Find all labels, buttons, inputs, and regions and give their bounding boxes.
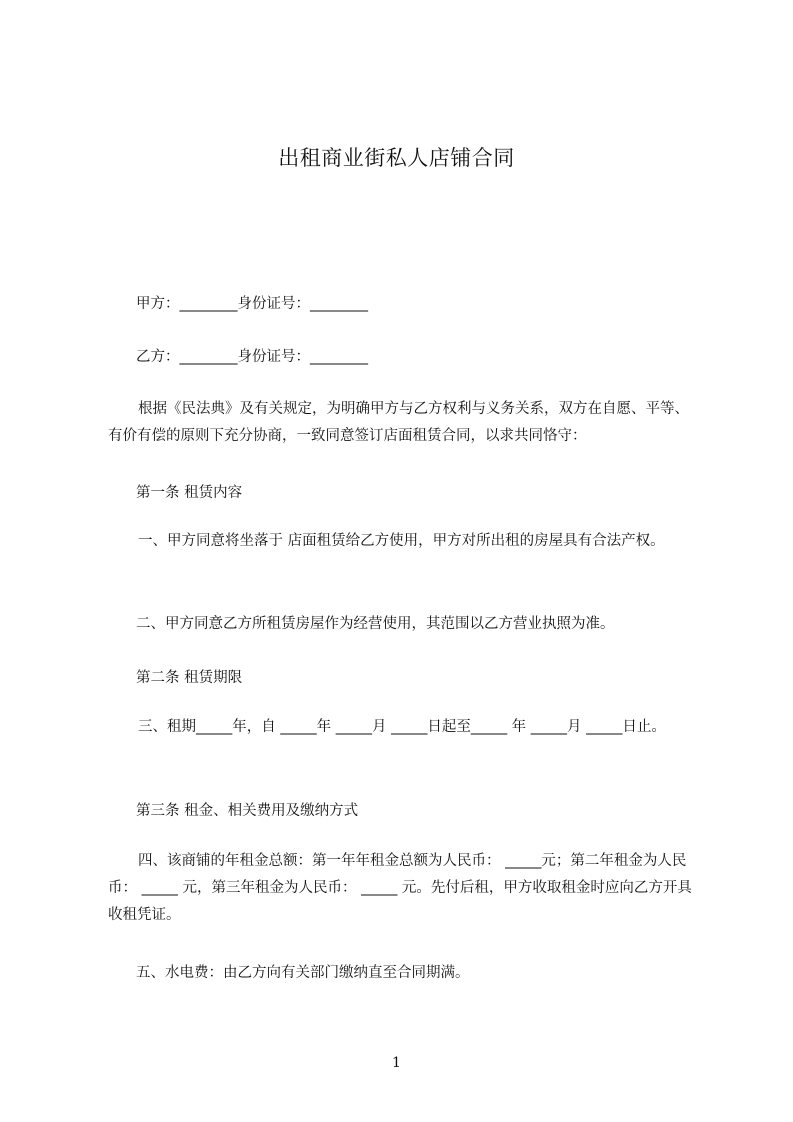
document-title: 出租商业街私人店铺合同 <box>278 146 515 170</box>
clause-2-paragraph: 二、甲方同意乙方所租赁房屋作为经营使用，其范围以乙方营业执照为准。 <box>136 616 615 632</box>
article-1-heading: 第一条 租赁内容 <box>136 485 243 501</box>
party-b-line: 乙方：________身份证号：________ <box>136 349 368 365</box>
article-3-heading: 第三条 租金、相关费用及缴纳方式 <box>136 803 359 819</box>
clause-1-paragraph: 一、甲方同意将坐落于 店面租赁给乙方使用，甲方对所出租的房屋具有合法产权。 <box>138 533 665 549</box>
page-number: 1 <box>392 1055 401 1071</box>
preamble-paragraph: 根据《民法典》及有关规定，为明确甲方与乙方权利与义务关系，双方在自愿、平等、有价有偿的原则下充分协商，一致同意签订店面租赁合同，以求共同恪守： <box>108 401 689 444</box>
article-2-heading: 第二条 租赁期限 <box>136 670 243 686</box>
party-a-line: 甲方：________身份证号：________ <box>136 296 368 312</box>
clause-5-paragraph: 五、水电费：由乙方向有关部门缴纳直至合同期满。 <box>136 965 470 981</box>
clause-4-paragraph: 四、该商铺的年租金总额：第一年年租金总额为人民币： _____元；第二年租金为人民币： _____ 元，第三年租金为人民币： _____ 元。先付后租，甲方收取租金时应向乙方开具收租凭证。 <box>108 853 692 923</box>
clause-3-paragraph: 三、租期_____年，自 _____年 _____月 _____日起至_____ 年 _____月 _____日止。 <box>138 719 666 735</box>
